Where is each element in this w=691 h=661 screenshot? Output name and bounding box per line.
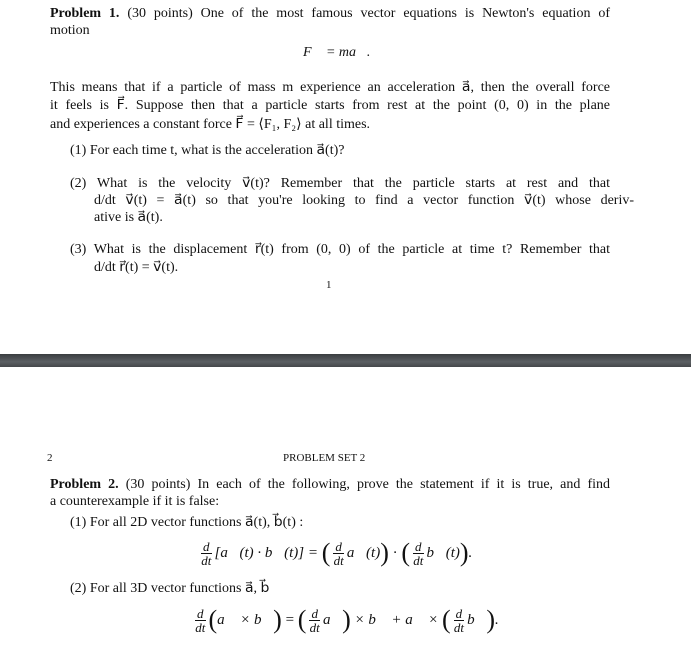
equation-part: a⃗ × b⃗	[217, 611, 274, 628]
page-number: 1	[326, 279, 332, 291]
problem-1-heading: Problem 1.	[50, 6, 120, 21]
question-2-line: (2) What is the velocity v⃗(t)? Remember that the particle starts at rest and that	[70, 176, 610, 191]
problem-1-intro: (30 points) One of the most famous vector equations is Newton's equation of	[127, 6, 610, 21]
denominator: dt	[453, 619, 464, 635]
equation-part: [a⃗(t) · b⃗(t)] =	[214, 544, 318, 561]
derivative-fraction	[333, 540, 344, 567]
question-3-line: (3) What is the displacement r⃗(t) from (0, 0) of the particle at time t? Remember that	[70, 242, 610, 257]
problem-2-line-1	[50, 477, 610, 493]
numerator: d	[415, 538, 422, 554]
equals-sign: =	[285, 611, 295, 628]
paren: (	[442, 605, 451, 634]
numerator: d	[197, 605, 204, 621]
page-number: 2	[47, 452, 53, 464]
product-rule-equation	[198, 536, 472, 570]
paren: )	[486, 605, 496, 634]
problem-2-line-2: a counterexample if it is false:	[50, 494, 220, 509]
denominator: dt	[195, 619, 206, 635]
problem-1-line-2: motion	[50, 23, 90, 38]
question-3-line: d/dt r⃗(t) = v⃗(t).	[94, 260, 179, 275]
equation-part: b⃗	[467, 611, 487, 628]
period: .	[468, 544, 473, 561]
dot-operator: ·	[392, 544, 398, 561]
numerator: d	[311, 605, 318, 621]
question-2-line: d/dt v⃗(t) = a⃗(t) so that you're looking to find a vector function v⃗(t) whose deriv-	[94, 193, 634, 208]
denominator: dt	[309, 619, 320, 635]
numerator: d	[335, 538, 342, 554]
derivative-fraction	[201, 540, 212, 567]
paren: )	[342, 605, 351, 634]
running-head: PROBLEM SET 2	[283, 452, 366, 464]
newton-equation: F⃗ = ma⃗.	[303, 45, 371, 60]
paren: (	[401, 538, 411, 567]
problem-2-intro: (30 points) In each of the following, prove the statement if it is true, and find	[125, 477, 610, 492]
derivative-fraction	[195, 607, 206, 634]
derivative-fraction	[309, 607, 320, 634]
paragraph-line: This means that if a particle of mass m experience an acceleration a⃗, then the overall force	[50, 80, 610, 95]
question-2: (2) For all 3D vector functions a⃗, b⃗	[70, 581, 270, 596]
question-1: (1) For all 2D vector functions a⃗(t), b⃗(t) :	[70, 515, 304, 530]
question-1: (1) For each time t, what is the acceleration a⃗(t)?	[70, 143, 345, 158]
denominator: dt	[201, 552, 212, 568]
equation-part: b⃗(t)	[426, 544, 460, 561]
paren: )	[459, 538, 469, 567]
paren: )	[273, 605, 282, 634]
equation-part: × b⃗ + a⃗ ×	[354, 611, 439, 628]
problem-2-heading: Problem 2.	[50, 477, 119, 492]
question-2-line: ative is a⃗(t).	[94, 210, 163, 225]
numerator: d	[203, 538, 210, 554]
paren: (	[321, 538, 331, 567]
paragraph-line: and experiences a constant force F⃗ = ⟨F₁, F₂⟩ at all times.	[50, 117, 371, 132]
numerator: d	[455, 605, 463, 621]
cross-product-rule-equation	[192, 603, 499, 637]
page-separator	[0, 354, 691, 367]
paren: (	[208, 605, 218, 634]
equation-part: a⃗(t)	[346, 544, 381, 561]
paren: (	[297, 605, 307, 634]
paren: )	[380, 538, 389, 567]
equation-part: a⃗	[322, 611, 343, 628]
problem-1-line-1	[50, 6, 610, 22]
derivative-fraction	[413, 540, 424, 567]
paragraph-line: it feels is F⃗. Suppose then that a particle starts from rest at the point (0, 0) in the plane	[50, 98, 610, 113]
derivative-fraction	[454, 607, 465, 634]
period: .	[495, 611, 499, 628]
denominator: dt	[333, 552, 344, 568]
denominator: dt	[413, 552, 424, 568]
